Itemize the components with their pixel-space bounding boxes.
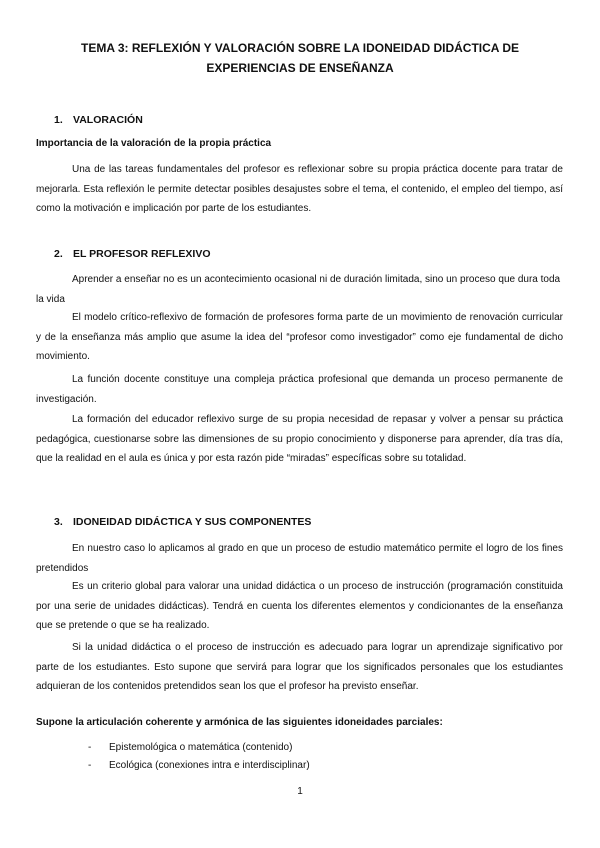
page-number: 1 bbox=[297, 786, 303, 797]
section-title: IDONEIDAD DIDÁCTICA Y SUS COMPONENTES bbox=[73, 516, 312, 528]
section-title: EL PROFESOR REFLEXIVO bbox=[73, 248, 211, 260]
section-title: VALORACIÓN bbox=[73, 114, 143, 126]
paragraph: La función docente constituye una compleja práctica profesional que demanda un proceso permanente de investigación. bbox=[36, 374, 563, 405]
list-item-text: Ecológica (conexiones intra e interdisciplinar) bbox=[109, 760, 310, 771]
paragraph: Es un criterio global para valorar una unidad didáctica o un proceso de instrucción (programación constituida por una serie de unidades didácticas). Tendrá en cuenta los diferentes elementos y condicionantes de la enseñanza que se pretende o que se ha realizado. bbox=[36, 581, 563, 631]
list-item bbox=[88, 757, 310, 775]
section-heading-profesor-reflexivo bbox=[54, 247, 211, 261]
paragraph: Aprender a enseñar no es un acontecimiento ocasional ni de duración limitada, sino un proceso que dura toda la vida bbox=[36, 274, 561, 305]
section-number: 2. bbox=[54, 248, 63, 260]
section-heading-valoracion bbox=[54, 113, 143, 127]
paragraph: En nuestro caso lo aplicamos al grado en que un proceso de estudio matemático permite el logro de los fines pretendidos bbox=[36, 543, 563, 574]
section-number: 1. bbox=[54, 114, 63, 126]
paragraph: La formación del educador reflexivo surge de su propia necesidad de repasar y volver a pensar su práctica pedagógica, cuestionarse sobre las dimensiones de su propio conocimiento y disponerse para aprender, día tras día, que la realidad en el aula es única y por esta razón pide “miradas” específicas sobre su totalidad. bbox=[36, 414, 563, 464]
bold-line-idoneidades: Supone la articulación coherente y armónica de las siguientes idoneidades parciales: bbox=[36, 717, 443, 728]
list-item bbox=[88, 739, 310, 757]
list-marker: - bbox=[88, 760, 92, 771]
idoneidades-list bbox=[88, 739, 310, 775]
section-heading-idoneidad bbox=[54, 515, 311, 529]
section-number: 3. bbox=[54, 516, 63, 528]
paragraph: Una de las tareas fundamentales del profesor es reflexionar sobre su propia práctica docente para tratar de mejorarla. Esta reflexión le permite detectar posibles desajustes sobre el tema, el contenido, el empleo del tiempo, así como la motivación e implicación por parte de los estudiantes. bbox=[36, 164, 563, 214]
subheading-importancia: Importancia de la valoración de la propia práctica bbox=[36, 138, 272, 149]
list-item-text: Epistemológica o matemática (contenido) bbox=[109, 742, 293, 753]
paragraph: Si la unidad didáctica o el proceso de instrucción es adecuado para lograr un aprendizaje significativo por parte de los estudiantes. Esto supone que servirá para lograr que los significados personales que los estudiantes adquieran de los contenidos pretendidos sean los que el profesor ha previsto enseñar. bbox=[36, 642, 563, 692]
document-title: TEMA 3: REFLEXIÓN Y VALORACIÓN SOBRE LA IDONEIDAD DIDÁCTICA DE EXPERIENCIAS DE ENSEÑANZA bbox=[80, 41, 520, 75]
paragraph: El modelo crítico-reflexivo de formación de profesores forma parte de un movimiento de renovación curricular y de la enseñanza más amplio que asume la idea del “profesor como investigador” como eje fundamental de dicho movimiento. bbox=[36, 312, 563, 362]
list-marker: - bbox=[88, 742, 92, 753]
